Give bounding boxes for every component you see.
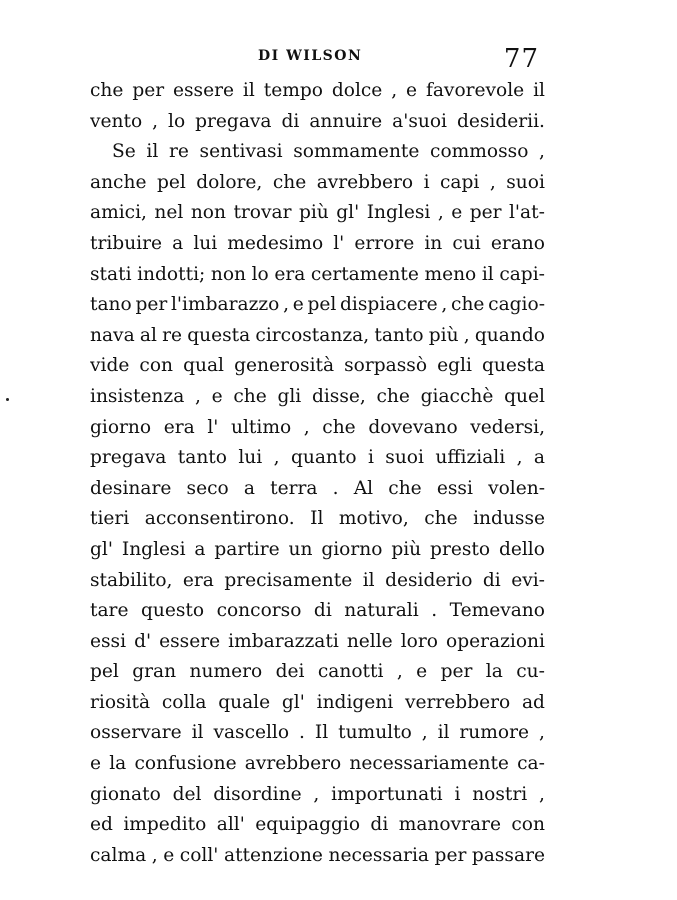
word: favorevole: [425, 80, 525, 101]
word: osservare: [90, 722, 182, 744]
word: importunati: [331, 783, 443, 805]
word: per: [132, 80, 165, 101]
word: naturali: [344, 600, 419, 622]
word: .: [299, 722, 305, 744]
word: re: [162, 324, 183, 346]
word: e: [416, 661, 428, 683]
word: e: [90, 753, 102, 775]
word: indotti;: [137, 263, 206, 285]
word: stabilito,: [90, 569, 173, 591]
word: .: [332, 477, 339, 499]
word: ca-: [517, 753, 545, 775]
text-line: [90, 566, 545, 597]
word: commosso: [430, 141, 529, 163]
running-head: [90, 46, 545, 76]
word: ,: [273, 447, 280, 469]
word: al: [139, 324, 157, 346]
text-line: [90, 627, 545, 658]
word: uffiziali: [435, 447, 506, 469]
word: e: [406, 80, 418, 101]
word: Inglesi: [366, 202, 431, 224]
text-line: [90, 841, 545, 872]
word: numero: [189, 661, 263, 683]
word: acconsentirono.: [144, 508, 295, 530]
word: calma: [90, 844, 147, 866]
word: tumulto: [338, 722, 412, 744]
word: insistenza: [90, 385, 185, 407]
word: desiderii.: [456, 110, 545, 132]
word: concorso: [216, 600, 302, 622]
word: era: [182, 569, 214, 591]
word: che: [322, 416, 356, 438]
word: essere: [159, 630, 221, 652]
word: suoi: [385, 447, 424, 469]
word: ,: [195, 385, 201, 407]
word: ed: [90, 814, 113, 836]
word: che: [388, 477, 422, 499]
word: la: [485, 661, 503, 683]
word: giorno: [321, 538, 383, 560]
word: per: [469, 202, 502, 224]
word: annuire: [309, 110, 383, 132]
word: pregava: [195, 110, 272, 132]
word: lui: [193, 232, 218, 254]
word: impedito: [123, 814, 207, 836]
word: ,: [539, 141, 545, 163]
word: ,: [151, 844, 158, 866]
word: questa: [187, 324, 251, 346]
word: pel: [90, 661, 119, 683]
text-line: [90, 168, 545, 199]
margin-mark: [6, 398, 9, 401]
word: per: [135, 294, 168, 316]
word: certamente: [310, 263, 419, 285]
word: e: [292, 294, 304, 316]
word: che: [451, 294, 485, 316]
word: essi: [90, 630, 127, 652]
word: dei: [275, 661, 305, 683]
word: gli: [277, 385, 302, 407]
word: tanto: [177, 447, 227, 469]
word: dispiacere: [340, 294, 438, 316]
word: del: [172, 783, 202, 805]
word: avrebbero: [316, 171, 414, 193]
word: il: [146, 141, 159, 163]
text-line: [90, 229, 545, 260]
word: a: [243, 477, 255, 499]
word: ,: [391, 80, 398, 101]
word: ,: [421, 722, 428, 744]
word: più: [391, 538, 422, 560]
word: anche: [90, 171, 147, 193]
word: giacchè: [420, 385, 494, 407]
word: non: [190, 202, 226, 224]
word: ,: [516, 447, 523, 469]
word: era: [274, 263, 306, 285]
word: pregava: [90, 447, 167, 469]
word: ad: [521, 691, 545, 713]
word: medesimo: [227, 232, 324, 254]
word: Al: [353, 477, 374, 499]
word: vedersi,: [470, 416, 545, 438]
text-line: [90, 780, 545, 811]
word: rumore: [459, 722, 530, 744]
word: i: [367, 447, 374, 469]
word: di: [482, 569, 501, 591]
word: imbarazzati: [228, 630, 339, 652]
word: il: [481, 263, 494, 285]
word: ,: [303, 416, 310, 438]
word: motivo,: [338, 508, 409, 530]
word: a: [194, 538, 206, 560]
text-line: [90, 290, 545, 321]
word: qual: [183, 355, 224, 377]
word: con: [511, 814, 545, 836]
text-line: [90, 535, 545, 566]
word: che: [424, 508, 458, 530]
word: suoi: [506, 171, 545, 193]
word: meno: [424, 263, 477, 285]
word: tieri: [90, 508, 130, 530]
word: dolce: [331, 80, 383, 101]
word: ,: [437, 202, 444, 224]
word: la: [109, 753, 127, 775]
word: necessariamente: [349, 753, 509, 775]
word: nostri: [472, 783, 528, 805]
word: che: [376, 385, 410, 407]
word: erano: [490, 232, 545, 254]
word: ,: [539, 783, 545, 805]
word: colla: [161, 691, 207, 713]
word: nel: [154, 202, 184, 224]
word: Il: [310, 508, 324, 530]
word: gl': [281, 691, 305, 713]
word: il: [362, 569, 375, 591]
word: sommamente: [293, 141, 420, 163]
word: tribuire: [90, 232, 163, 254]
word: ,: [463, 324, 470, 346]
page-number: 77: [503, 44, 539, 74]
word: quando: [474, 324, 545, 346]
word: partire: [214, 538, 280, 560]
word: dovevano: [368, 416, 458, 438]
word: seco: [186, 477, 229, 499]
text-line: [90, 413, 545, 444]
text-line: [90, 657, 545, 688]
word: tano: [90, 294, 132, 316]
word: di: [313, 600, 332, 622]
word: Il: [314, 722, 329, 744]
word: indusse: [473, 508, 545, 530]
word: non: [210, 263, 247, 285]
word: trovar: [233, 202, 292, 224]
word: il: [437, 722, 450, 744]
word: a: [533, 447, 545, 469]
word: stati: [90, 263, 132, 285]
word: i: [423, 171, 430, 193]
word: e: [163, 844, 175, 866]
word: l'at-: [508, 202, 545, 224]
text-line: [90, 76, 545, 107]
word: più: [298, 202, 329, 224]
word: riosità: [90, 691, 151, 713]
text-line: [90, 351, 545, 382]
word: .: [431, 600, 438, 622]
word: cui: [452, 232, 481, 254]
word: quanto: [290, 447, 357, 469]
word: circostanza,: [255, 324, 370, 346]
word: gionato: [90, 783, 161, 805]
word: essi: [436, 477, 473, 499]
word: cagio-: [488, 294, 545, 316]
word: coll': [179, 844, 219, 866]
word: terra: [270, 477, 318, 499]
word: in: [424, 232, 443, 254]
text-line: [90, 260, 545, 291]
word: tempo: [263, 80, 323, 101]
text-line: [90, 504, 545, 535]
word: precisamente: [224, 569, 353, 591]
word: ,: [489, 171, 496, 193]
word: sorpassò: [344, 355, 428, 377]
word: egli: [437, 355, 472, 377]
word: il: [191, 722, 204, 744]
word: desiderio: [385, 569, 473, 591]
word: tare: [90, 600, 129, 622]
word: che: [233, 385, 267, 407]
word: era: [163, 416, 195, 438]
word: gran: [132, 661, 177, 683]
word: amici,: [90, 202, 147, 224]
word: tanto: [374, 324, 424, 346]
word: ,: [396, 661, 403, 683]
word: manovrare: [398, 814, 501, 836]
running-title: DI WILSON: [258, 48, 363, 64]
word: generosità: [234, 355, 335, 377]
text-line: [90, 474, 545, 505]
text-line: [90, 718, 545, 749]
word: lo: [251, 263, 269, 285]
word: ,: [441, 294, 448, 316]
word: equipaggio: [255, 814, 361, 836]
word: ,: [152, 110, 159, 132]
word: operazioni: [446, 630, 545, 652]
word: passare: [471, 844, 545, 866]
word: vento: [90, 110, 143, 132]
word: re: [168, 141, 189, 163]
word: attenzione: [223, 844, 323, 866]
word: verrebbero: [405, 691, 511, 713]
word: pel: [156, 171, 186, 193]
word: ,: [313, 783, 320, 805]
text-line: [90, 137, 545, 168]
word: più: [428, 324, 459, 346]
word: nelle: [346, 630, 393, 652]
word: errore: [354, 232, 415, 254]
word: il: [242, 80, 255, 101]
word: giorno: [90, 416, 152, 438]
word: questo: [140, 600, 205, 622]
word: vascello: [213, 722, 290, 744]
word: per: [434, 844, 467, 866]
text-line: [90, 596, 545, 627]
text-line: [90, 382, 545, 413]
word: vide: [90, 355, 130, 377]
word: a: [172, 232, 184, 254]
word: lui: [238, 447, 263, 469]
word: capi: [440, 171, 480, 193]
word: all': [216, 814, 245, 836]
word: i: [454, 783, 461, 805]
word: volen-: [488, 477, 545, 499]
word: un: [288, 538, 313, 560]
word: il: [533, 80, 545, 101]
word: essere: [173, 80, 234, 101]
word: dolore,: [196, 171, 263, 193]
word: cu-: [516, 661, 545, 683]
word: indigeni: [316, 691, 394, 713]
word: questa: [481, 355, 545, 377]
word: Inglesi: [121, 538, 186, 560]
word: a'suoi: [392, 110, 447, 132]
word: necessaria: [328, 844, 429, 866]
word: quel: [504, 385, 545, 407]
word: canotti: [317, 661, 384, 683]
word: e: [451, 202, 463, 224]
word: sentivasi: [199, 141, 283, 163]
word: l': [333, 232, 345, 254]
word: che: [90, 80, 124, 101]
word: lo: [168, 110, 186, 132]
word: gl': [336, 202, 360, 224]
word: di: [281, 110, 300, 132]
word: gl': [90, 538, 113, 560]
word: l': [207, 416, 219, 438]
word: per: [440, 661, 473, 683]
word: che: [272, 171, 307, 193]
text-line: [90, 749, 545, 780]
word: desinare: [90, 477, 172, 499]
word: loro: [400, 630, 438, 652]
text-line: [90, 107, 545, 138]
word: ,: [283, 294, 289, 316]
body-text: [90, 76, 545, 871]
word: dello: [498, 538, 545, 560]
word: capi-: [499, 263, 545, 285]
text-line: [90, 688, 545, 719]
word: ,: [538, 722, 545, 744]
word: l'imbarazzo: [170, 294, 280, 316]
word: presto: [430, 538, 491, 560]
word: evi-: [511, 569, 545, 591]
word: e: [211, 385, 223, 407]
word: confusione: [134, 753, 237, 775]
word: avrebbero: [244, 753, 342, 775]
text-line: [90, 810, 545, 841]
word: Temevano: [449, 600, 545, 622]
word: ultimo: [230, 416, 292, 438]
word: nava: [90, 324, 135, 346]
word: quale: [218, 691, 271, 713]
word: pel: [307, 294, 337, 316]
text-line: [90, 321, 545, 352]
text-line: [90, 198, 545, 229]
word: con: [139, 355, 174, 377]
text-line: [90, 443, 545, 474]
word: disordine: [213, 783, 302, 805]
word: d': [134, 630, 152, 652]
word: disse,: [311, 385, 366, 407]
word: Se: [112, 141, 136, 163]
word: di: [370, 814, 389, 836]
